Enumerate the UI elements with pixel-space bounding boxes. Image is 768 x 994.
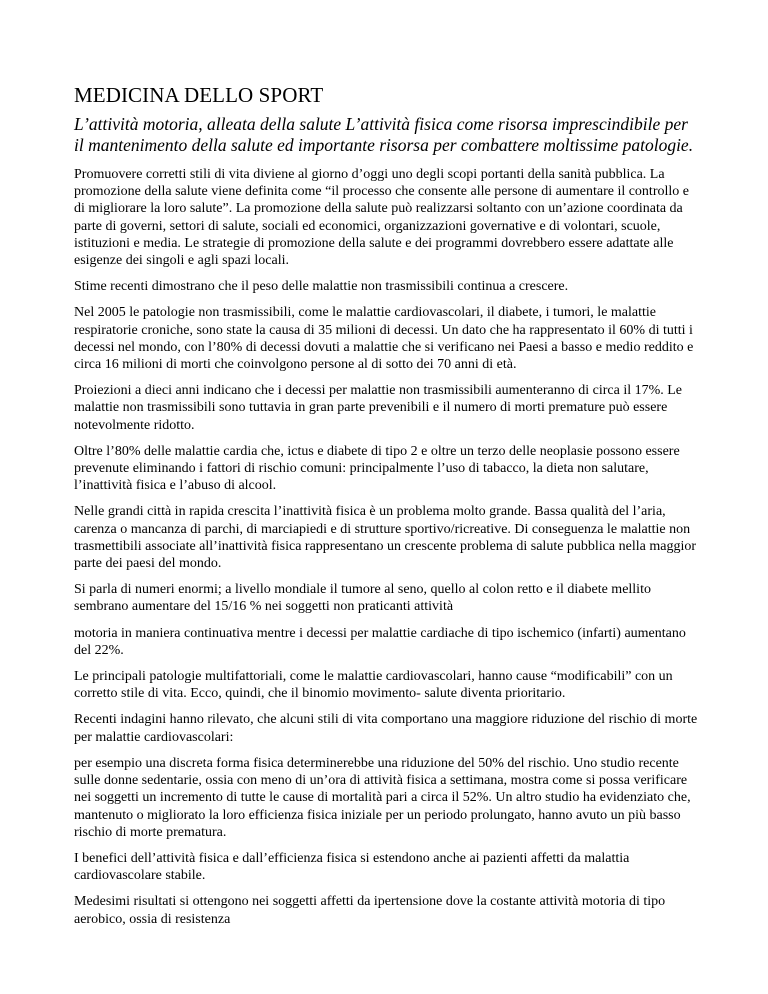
paragraph-hypertension: Medesimi risultati si ottengono nei soggetti affetti da ipertensione dove la costante attività motoria di tipo aerobico, ossia di resistenza (74, 894, 666, 927)
paragraph-recent-estimates: Stime recenti dimostrano che il peso delle malattie non trasmissibili continua a crescere. (74, 279, 569, 295)
paragraph-2005-statistics: Nel 2005 le patologie non trasmissibili, come le malattie cardiovascolari, il diabete, i tumori, le malattie respiratorie croniche, sono state la causa di 35 milioni di decessi. Un dato che ha rappresentato il 60% di tutti i decessi nel mondo, con l’80% di decessi dovuti a malattie che si verificano nei Paesi a basso e medio reddito e circa 16 milioni di morti che coinvolgono persone al di sotto dei 70 anni di età. (74, 305, 694, 373)
paragraph-health-promotion: Promuovere corretti stili di vita diviene al giorno d’oggi uno degli scopi portanti della sanità pubblica. La promozione della salute viene definita come “il processo che consente alle persone di aumentare il controllo e di migliorare la loro salute”. La promozione della salute può realizzarsi soltanto con un’azione coordinata da parte di governi, settori di salute, sociali ed economici, organizzazioni governative e di volontari, scuole, istituzioni e media. Le strategie di promozione della salute e dei programmi dovrebbero essere adattate alle esigenze dei singoli e agli spazi locali. (74, 167, 689, 269)
paragraph-modifiable-causes: Le principali patologie multifattoriali, come le malattie cardiovascolari, hanno cause “modificabili” con un corretto stile di vita. Ecco, quindi, che il binomio movimento- salute diventa prioritario. (74, 669, 673, 702)
document-page (74, 82, 698, 937)
paragraph-projections: Proiezioni a dieci anni indicano che i decessi per malattie non trasmissibili aumenteranno di circa il 17%. Le malattie non trasmissibili sono tuttavia in gran parte prevenibili e il numero di morti premature può essere notevolmente ridotto. (74, 383, 683, 433)
paragraph-fitness-studies: per esempio una discreta forma fisica determinerebbe una riduzione del 50% del rischio. Uno studio recente sulle donne sedentarie, ossia con meno di un’ora di attività fisica a settimana, mostra come si possa verificare nei soggetti un incremento di tutte le cause di mortalità pari a circa il 52%. Un altro studio ha evidenziato che, mantenuto o migliorato la loro efficienza fisica iniziale per un periodo prolungato, hanno avuto un più basso rischio di morte prematura. (74, 755, 691, 840)
paragraph-risk-factors: Oltre l’80% delle malattie cardia che, ictus e diabete di tipo 2 e oltre un terzo delle neoplasie possono essere prevenute eliminando i fattori di rischio comuni: principalmente l’uso di tabacco, la dieta non salutare, l’inattività fisica e l’abuso di alcool. (74, 443, 680, 494)
paragraph-recent-surveys: Recenti indagini hanno rilevato, che alcuni stili di vita comportano una maggiore riduzione del rischio di morte per malattie cardiovascolari: (74, 712, 698, 745)
paragraph-global-numbers: Si parla di numeri enormi; a livello mondiale il tumore al seno, quello al colon retto e il diabete mellito sembrano aumentare del 15/16 % nei soggetti non praticanti attività (74, 582, 651, 615)
document-title: MEDICINA DELLO SPORT (74, 83, 324, 107)
paragraph-cardiovascular-benefits: I benefici dell’attività fisica e dall’efficienza fisica si estendono anche ai pazienti affetti da malattia cardiovascolare stabile. (74, 850, 630, 884)
paragraph-cities-inactivity: Nelle grandi città in rapida crescita l’inattività fisica è un problema molto grande. Bassa qualità del l’aria, carenza o mancanza di parchi, di marciapiedi e di strutture sportivo/ricreative. Di conseguenza le malattie non trasmettibili associate all’inattività fisica rappresentano un crescente problema di salute pubblica nella maggior parte dei paesi del mondo. (74, 504, 696, 572)
document-subtitle: L’attività motoria, alleata della salute L’attività fisica come risorsa imprescindibile per il mantenimento della salute ed importante risorsa per combattere moltissime patologie. (74, 114, 694, 155)
paragraph-ischemic-deaths: motoria in maniera continuativa mentre i decessi per malattie cardiache di tipo ischemico (infarti) aumentano del 22%. (74, 625, 686, 658)
